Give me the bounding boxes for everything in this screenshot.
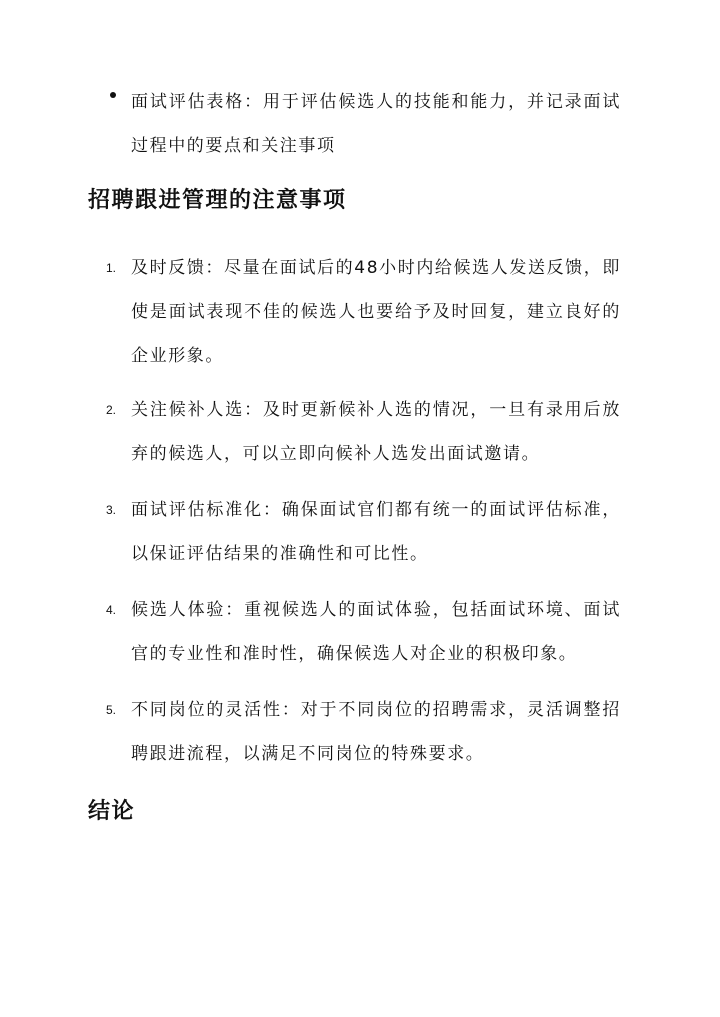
list-item-number: 1. xyxy=(106,261,117,275)
list-item-number: 5. xyxy=(106,703,117,717)
list-item-text: 及时反馈：尽量在面试后的48小时内给候选人发送反馈，即使是面试表现不佳的候选人也要给予及时回复，建立良好的企业形象。 xyxy=(131,258,621,366)
list-item-text: 候选人体验：重视候选人的面试体验，包括面试环境、面试官的专业性和准时性，确保候选人对企业的积极印象。 xyxy=(131,600,621,664)
list-item-number: 3. xyxy=(106,503,117,517)
list-item-text: 不同岗位的灵活性：对于不同岗位的招聘需求，灵活调整招聘跟进流程，以满足不同岗位的特殊要求。 xyxy=(131,700,621,764)
list-item-text: 面试评估标准化：确保面试官们都有统一的面试评估标准，以保证评估结果的准确性和可比性。 xyxy=(131,500,621,564)
bullet-item-text: 面试评估表格：用于评估候选人的技能和能力，并记录面试过程中的要点和关注事项 xyxy=(131,92,621,156)
section-heading-conclusion: 结论 xyxy=(88,799,136,824)
list-item-text: 关注候补人选：及时更新候补人选的情况，一旦有录用后放弃的候选人，可以立即向候补人选发出面试邀请。 xyxy=(131,400,621,464)
bullet-dot-icon xyxy=(110,92,116,98)
list-item-number: 4. xyxy=(106,603,117,617)
list-item-number: 2. xyxy=(106,403,117,417)
section-heading-notes: 招聘跟进管理的注意事项 xyxy=(88,188,347,213)
